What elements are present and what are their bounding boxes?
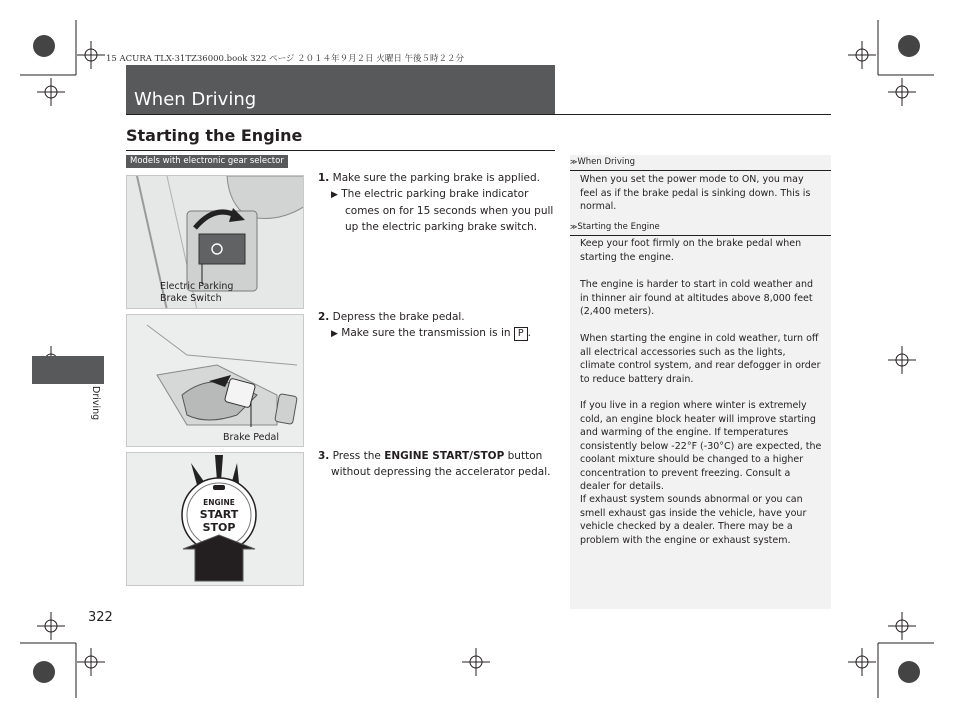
subsection-title: Starting the Engine — [126, 126, 303, 145]
note-starting-engine-p2: The engine is harder to start in cold weather and in thinner air found at altitudes above 8,000 feet (2,400 meters). — [580, 279, 814, 317]
print-header: 15 ACURA TLX-31TZ36000.book 322 ページ ２０１４年９月２日 火曜日 午後５時２２分 — [106, 54, 465, 64]
note-rule — [570, 170, 831, 171]
note-when-driving-heading: ≫When Driving — [570, 157, 636, 167]
step-3: 3. Press the ENGINE START/STOP button without depressing the accelerator pedal. — [318, 450, 551, 478]
brake-pedal-figure — [126, 314, 304, 447]
model-badge: Models with electronic gear selector — [126, 155, 288, 168]
subsection-rule — [126, 150, 555, 151]
chapter-tab-label: Driving — [90, 386, 101, 421]
page-number: 322 — [88, 610, 113, 625]
step-2: 2. Depress the brake pedal. ▶ Make sure the transmission is in P . — [318, 311, 531, 339]
engine-button-text: ENGINE START STOP — [199, 498, 239, 534]
reference-mark-icon: ≫ — [570, 158, 578, 166]
note-starting-engine-p5: If exhaust system sounds abnormal or you can smell exhaust gas inside the vehicle, have your vehicle checked by a dealer. There may be a problem with the engine or exhaust system. — [580, 494, 807, 546]
parking-brake-figure — [126, 175, 304, 309]
gear-p-indicator: P — [514, 327, 528, 341]
note-starting-engine-heading: ≫Starting the Engine — [570, 222, 660, 232]
step-1: 1. Make sure the parking brake is applied. ▶ The electric parking brake indicator comes on for 15 seconds when you pull up the electric parking brake switch. — [318, 172, 554, 233]
note-when-driving-text: When you set the power mode to ON, you may feel as if the brake pedal is sinking down. This is normal. — [580, 174, 811, 212]
brake-pedal-label: Brake Pedal — [223, 432, 279, 443]
section-title: When Driving — [134, 89, 257, 110]
parking-brake-label: Electric Parking Brake Switch — [160, 281, 234, 304]
note-starting-engine-p1: Keep your foot firmly on the brake pedal when starting the engine. — [580, 238, 802, 263]
section-banner-rule — [126, 114, 831, 115]
note-starting-engine-p4: If you live in a region where winter is extremely cold, an engine block heater will improve starting and warming of the engine. If temperatures consistently below -22°F (-30°C) are expected, the coolant mixture should be changed to a higher concentration to prevent freezing. Consult a dealer for details. — [580, 400, 822, 492]
reference-mark-icon: ≫ — [570, 223, 578, 231]
chapter-tab — [32, 356, 104, 384]
engine-button-figure — [126, 452, 304, 586]
arrow-icon: ▶ — [331, 190, 338, 200]
arrow-icon: ▶ — [331, 329, 338, 339]
note-rule — [570, 235, 831, 236]
note-starting-engine-p3: When starting the engine in cold weather, turn off all electrical accessories such as the lights, climate control system, and rear defogger in order to reduce battery drain. — [580, 333, 821, 385]
